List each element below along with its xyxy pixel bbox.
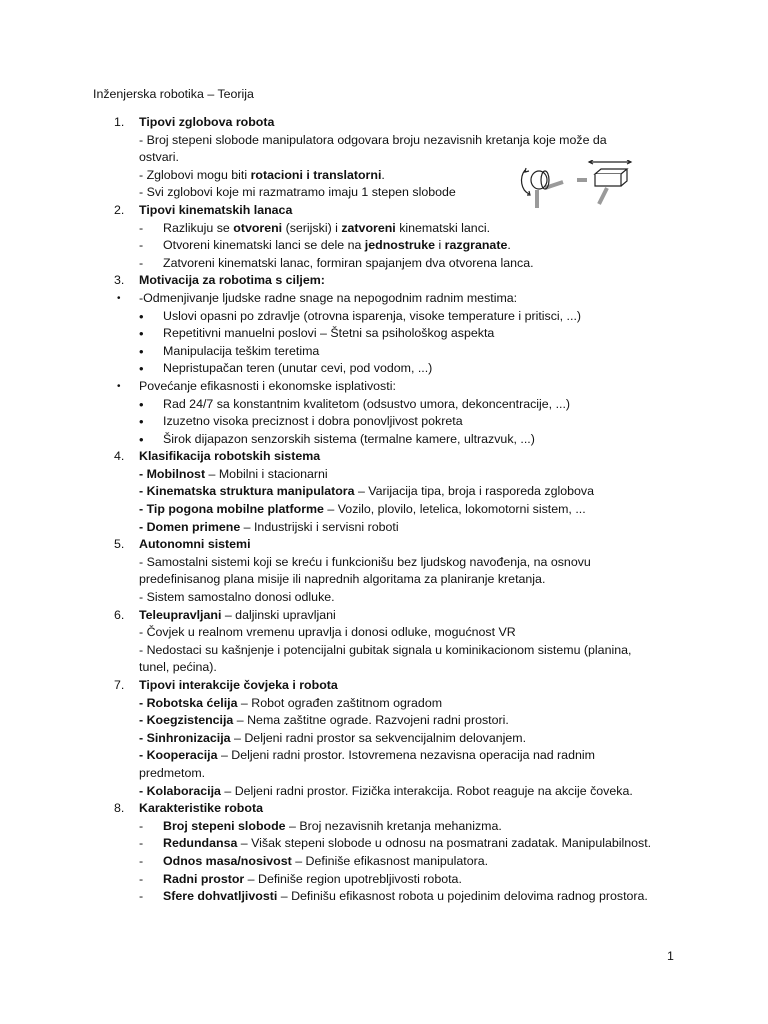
section-number: 6. (114, 607, 125, 622)
section-number: 3. (114, 273, 125, 288)
section-title: Tipovi zglobova robota (139, 115, 275, 129)
bullet-marker: • (139, 343, 144, 359)
list-item: - Razlikuju se otvoreni (serijski) i zatvoreni kinematski lanci. (93, 220, 693, 238)
list-item: • Izuzetno visoka preciznost i dobra ponovljivost pokreta (139, 414, 463, 430)
list-item: • Manipulacija teškim teretima (139, 343, 320, 359)
dash-marker: - (139, 836, 144, 851)
section-title: Tipovi kinematskih lanaca (139, 202, 293, 217)
section-number: 5. (114, 537, 125, 552)
list-item: - Koegzistencija – Nema zaštitne ograde. Razvojeni radni prostori. (139, 713, 509, 728)
paragraph-line: predefinisanog plana misije ili naprednih algoritama za planiranje kretanja. (139, 572, 546, 587)
document-body (93, 114, 693, 906)
dash-marker: - (139, 220, 144, 235)
section-title: Klasifikacija robotskih sistema (139, 449, 321, 464)
paragraph-line: tunel, pećina). (139, 660, 217, 675)
section-heading (93, 800, 693, 818)
list-item: • Repetitivni manuelni poslovi – Štetni sa psihološkog aspekta (139, 326, 495, 342)
list-item: • Uslovi opasni po zdravlje (otrovna isparenja, visoke temperature i pritisci, ...) (139, 308, 582, 324)
section-title: Motivacija za robotima s ciljem: (139, 273, 325, 288)
section-heading (93, 114, 693, 132)
bullet-marker: • (139, 431, 144, 447)
section-number: 2. (114, 202, 125, 217)
list-item: - Odnos masa/nosivost – Definiše efikasnost manipulatora. (93, 853, 693, 871)
list-item: - Mobilnost – Mobilni i stacionarni (139, 466, 328, 481)
list-item: - Sinhronizacija – Deljeni radni prostor sa sekvencijalnim delovanjem. (139, 730, 527, 745)
dash-marker: - (139, 255, 144, 270)
section-number: 1. (114, 115, 125, 129)
bullet-marker: • (139, 414, 144, 430)
bullet-marker: • (139, 361, 144, 377)
document-title: Inženjerska robotika – Teorija (93, 87, 254, 101)
list-item: - Kolaboracija – Deljeni radni prostor. Fizička interakcija. Robot reaguje na akcije čoveka. (139, 783, 633, 798)
bullet-marker: • (117, 292, 121, 304)
rotational-joint-icon (522, 168, 563, 208)
section-number: 4. (114, 449, 125, 464)
list-item: - Sfere dohvatljivosti – Definišu efikasnost robota u pojedinim delovima radnog prostora. (93, 888, 693, 906)
section-title: Tipovi interakcije čovjeka i robota (139, 678, 338, 692)
list-item: • Nepristupačan teren (unutar cevi, pod vodom, ...) (139, 361, 433, 377)
bullet-marker: • (139, 396, 144, 412)
dash-marker: - (139, 889, 144, 904)
paragraph-line: - Čovjek u realnom vremenu upravlja i donosi odluke, mogućnost VR (139, 625, 516, 640)
section-title: Teleupravljani (139, 607, 222, 622)
list-item: - Kinematska struktura manipulatora – Varijacija tipa, broja i rasporeda zglobova (139, 484, 594, 499)
section-heading (93, 536, 693, 554)
section-title: Karakteristike robota (139, 801, 263, 816)
section-title: Autonomni sistemi (139, 537, 251, 552)
bullet-marker: • (139, 308, 144, 324)
list-item: - Tip pogona mobilne platforme – Vozilo, plovilo, letelica, lokomotorni sistem, ... (139, 502, 586, 517)
section-heading (93, 448, 693, 466)
dash-marker: - (139, 818, 144, 833)
list-item: • -Odmenjivanje ljudske radne snage na nepogodnim radnim mestima: (93, 290, 693, 308)
list-item: • Širok dijapazon senzorskih sistema (termalne kamere, ultrazvuk, ...) (139, 431, 535, 447)
paragraph-line: - Samostalni sistemi koji se kreću i funkcionišu bez ljudskog navođenja, na osnovu (139, 554, 591, 569)
section-heading: 6. Teleupravljani – daljinski upravljani (93, 607, 693, 625)
dash-marker: - (139, 238, 144, 253)
list-item: - Robotska ćelija – Robot ograđen zaštitnom ogradom (139, 695, 443, 710)
list-item: - Broj stepeni slobode – Broj nezavisnih kretanja mehanizma. (93, 818, 693, 836)
list-item: - Radni prostor – Definiše region upotrebljivosti robota. (93, 871, 693, 889)
list-item: - Kooperacija – Deljeni radni prostor. Istovremena nezavisna operacija nad radnim (139, 748, 595, 763)
paragraph-line: - Nedostaci su kašnjenje i potencijalni gubitak signala u kominikacionom sistemu (planina, (139, 642, 632, 657)
dash-marker: - (139, 871, 144, 886)
list-item: • Rad 24/7 sa konstantnim kvalitetom (odsustvo umora, dekoncentracije, ...) (139, 396, 571, 412)
section-number: 8. (114, 801, 125, 816)
section-heading (93, 677, 693, 695)
joint-types-illustration (515, 160, 635, 210)
paragraph-line: predmetom. (139, 765, 206, 780)
paragraph-line: ostvari. (139, 150, 179, 165)
bullet-marker: • (139, 326, 144, 342)
paragraph-line: - Sistem samostalno donosi odluke. (139, 590, 335, 605)
list-item: - Domen primene – Industrijski i servisni roboti (139, 519, 399, 534)
page-number: 1 (667, 949, 674, 963)
bullet-marker: • (117, 380, 121, 392)
translational-joint-icon (577, 160, 631, 204)
dash-marker: - (139, 853, 144, 868)
list-item: - Zatvoreni kinematski lanac, formiran spajanjem dva otvorena lanca. (93, 255, 693, 273)
paragraph-line: - Broj stepeni slobode manipulatora odgovara broju nezavisnih kretanja koje može da (139, 132, 607, 147)
section-number: 7. (114, 678, 125, 692)
paragraph-line: - Zglobovi mogu biti rotacioni i translatorni. (139, 167, 385, 182)
list-item: - Redundansa – Višak stepeni slobode u odnosu na posmatrani zadatak. Manipulabilnost. (93, 835, 693, 853)
section-heading (93, 272, 693, 290)
paragraph-line: - Svi zglobovi koje mi razmatramo imaju 1 stepen slobode (139, 185, 456, 200)
list-item: • Povećanje efikasnosti i ekonomske isplativosti: (93, 378, 693, 396)
list-item: - Otvoreni kinematski lanci se dele na jednostruke i razgranate. (93, 237, 693, 255)
